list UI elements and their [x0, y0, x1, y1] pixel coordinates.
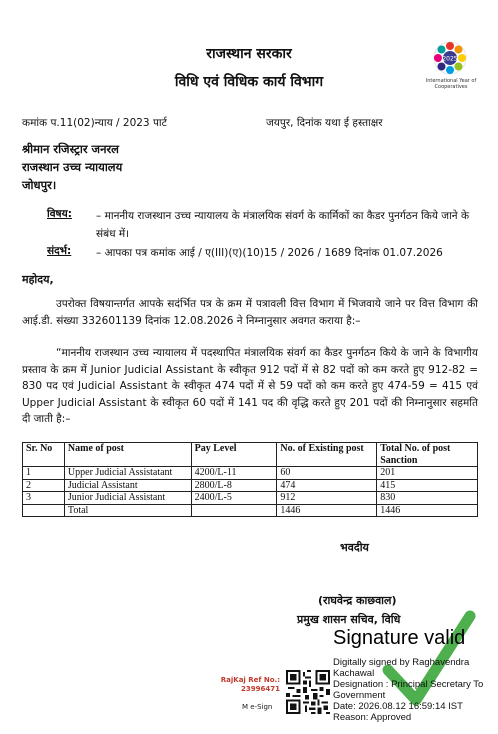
table-cell: Judicial Assistant: [64, 479, 191, 492]
table-cell: Junior Judicial Assistant: [64, 492, 191, 505]
rajkaj-number: 23996471: [241, 685, 280, 693]
header-existing-posts: No. of Existing post: [277, 443, 377, 467]
reference-label: संदर्भ:: [47, 245, 72, 257]
table-cell: [23, 504, 65, 517]
table-total-row: [23, 504, 478, 517]
addressee-line-2: राजस्थान उच्च न्यायालय: [22, 160, 123, 174]
signature-line: Date: 2026.08.12 16:59:14 IST: [333, 701, 463, 712]
addressee-line-1: श्रीमान रजिस्ट्रार जनरल: [22, 142, 119, 156]
table-cell: 912: [277, 492, 377, 505]
signature-valid-status: Signature valid: [333, 627, 466, 649]
header-sr-no: Sr. No: [23, 443, 65, 467]
department-title: विधि एवं विधिक कार्य विभाग: [174, 74, 324, 90]
table-cell: 3: [23, 492, 65, 505]
qr-code-icon[interactable]: [286, 670, 330, 714]
esign-label: M e-Sign: [242, 703, 273, 711]
table-cell: [191, 504, 277, 517]
signature-line: Designation : Principal Secretary To: [333, 679, 484, 690]
subject-text: – माननीय राजस्थान उच्च न्यायालय के मंत्रालयिक संवर्ग के कार्मिकों का कैडर पुनर्गठन किये जाने के संबंध में।: [96, 210, 470, 240]
reference-text: – आपका पत्र कमांक आई / ए(III)(ए)(10)15 / 2026 / 1689 दिनांक 01.07.2026: [96, 247, 443, 259]
table-cell: Upper Judicial Assistatant: [64, 467, 191, 480]
body-paragraph-1: उपरोक्त विषयान्तर्गत आपके सदंर्भित पत्र के क्रम में पत्रावली वित्त विभाग में भिजवाये जाने पर वित्त विभाग की आई.डी. संख्या 332601139 दिनांक 12.08.2026 ने निम्नानुसार अवगत कराया है:–: [22, 298, 478, 327]
logo-year: 2025: [442, 55, 458, 63]
table-row: [23, 492, 478, 505]
body-paragraph-2: “माननीय राजस्थान उच्च न्यायालय में पदस्थापित मंत्रालयिक संवर्ग का कैडर पुनर्गठन किये के जाने के विभागीय प्रस्ताव के क्रम में Junior Judicial Assistant के स्वीकृत 912 पदों में से 82 पदों को कम करते हुए 912-82 = 830 पद एवं Judicial Assistant के स्वीकृत 474 पदों में से 59 पदों को कम करते हुए 474-59 = 415 एवं Upper Judicial Assistant के स्वीकृत 60 पदों में 141 पद की वृद्धि करते हुए 201 पदों की निम्नानुसार सहमति दी जाती है:–: [22, 347, 478, 425]
table-cell: 474: [277, 479, 377, 492]
table-cell: 60: [277, 467, 377, 480]
rajkaj-reference: [220, 676, 280, 694]
signature-line: Kachawal: [333, 668, 375, 679]
table-row: [23, 467, 478, 480]
logo-caption: International Year of Cooperatives: [425, 78, 477, 90]
table-cell: 2800/L-8: [191, 479, 277, 492]
signatory-name: (राघवेन्द्र काछवाल): [318, 594, 397, 607]
signature-line: Reason: Approved: [333, 712, 412, 723]
govt-title: राजस्थान सरकार: [206, 46, 292, 62]
table-cell: 830: [377, 492, 478, 505]
letter-reference-number: कमांक प.11(02)न्याय / 2023 पार्ट: [22, 117, 167, 129]
subject-label: विषय:: [47, 208, 72, 220]
table-cell: 2: [23, 479, 65, 492]
salutation: महोदय,: [22, 273, 54, 286]
header-pay-level: Pay Level: [191, 443, 277, 467]
addressee-line-3: जोधपुर।: [22, 178, 57, 192]
header-name-of-post: Name of post: [64, 443, 191, 467]
place-date: जयपुर, दिनांक यथा ई हस्ताक्षर: [266, 117, 383, 129]
header-total-sanction: Total No. of post Sanction: [377, 443, 478, 467]
table-cell: 201: [377, 467, 478, 480]
closing-sincerely: भवदीय: [340, 541, 369, 554]
table-cell: 1446: [377, 504, 478, 517]
table-cell: 2400/L-5: [191, 492, 277, 505]
signatory-designation: प्रमुख शासन सचिव, विधि: [297, 613, 401, 626]
rajkaj-label: RajKaj Ref No.:: [220, 676, 280, 684]
digital-signature-details: [333, 657, 498, 723]
signature-line: Government: [333, 690, 386, 701]
table-header-row: [23, 443, 478, 467]
table-cell: 4200/L-11: [191, 467, 277, 480]
signature-line: Digitally signed by Raghavendra: [333, 657, 470, 668]
table-cell: 1446: [277, 504, 377, 517]
table-cell: 1: [23, 467, 65, 480]
table-cell: 415: [377, 479, 478, 492]
table-cell: Total: [64, 504, 191, 517]
posts-table: [22, 442, 478, 517]
table-row: [23, 479, 478, 492]
